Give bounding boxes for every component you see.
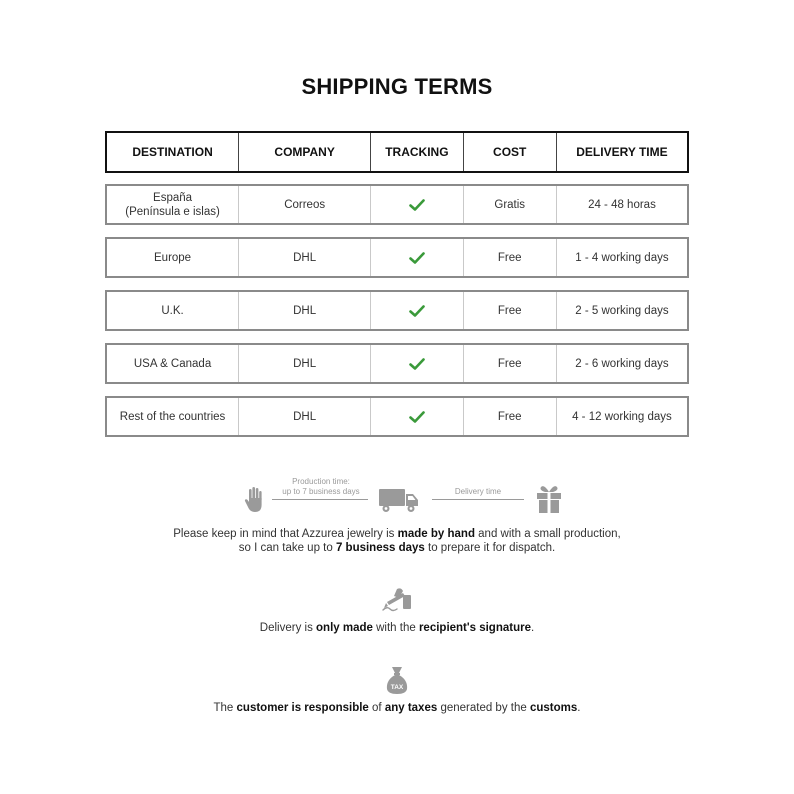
cost-cell: Free	[464, 398, 557, 435]
handmade-note	[0, 527, 794, 555]
destination-cell: U.K.	[107, 292, 239, 329]
table-row	[105, 237, 689, 278]
delivery-cell: 1 - 4 working days	[575, 251, 669, 264]
delivery-time-label: Delivery time	[454, 487, 502, 496]
note-text: of	[368, 702, 385, 714]
gift-icon	[536, 484, 562, 514]
company-cell: DHL	[239, 398, 371, 435]
table-row	[105, 343, 689, 384]
company-cell: DHL	[239, 345, 371, 382]
delivery-cell: 4 - 12 working days	[572, 410, 672, 423]
note-text: to prepare it for dispatch.	[424, 542, 556, 554]
table-row	[105, 290, 689, 331]
destination-cell: Europe	[107, 239, 239, 276]
signature-icon	[381, 586, 413, 612]
production-time-label: Production time: up to 7 business days	[282, 477, 360, 496]
hand-icon	[244, 486, 264, 514]
page-title: SHIPPING TERMS	[301, 74, 493, 99]
note-text: The	[213, 702, 237, 714]
delivery-cell: 2 - 5 working days	[575, 304, 669, 317]
header-tracking: TRACKING	[371, 133, 463, 171]
table-header	[105, 131, 689, 173]
note-bold: 7 business days	[335, 542, 425, 554]
destination-cell: USA & Canada	[107, 345, 239, 382]
note-text: Delivery is	[259, 622, 317, 634]
header-company: COMPANY	[239, 133, 371, 171]
header-cost: COST	[464, 133, 557, 171]
shipping-table	[105, 184, 689, 449]
company-cell: Correos	[239, 186, 371, 223]
note-bold: made by hand	[397, 528, 475, 540]
note-text: generated by the	[437, 702, 530, 714]
delivery-truck-icon	[378, 486, 420, 514]
tracking-check-icon	[371, 345, 463, 382]
note-text: .	[530, 622, 535, 634]
note-bold: any taxes	[384, 702, 438, 714]
cost-cell: Free	[464, 239, 557, 276]
delivery-cell: 2 - 6 working days	[575, 357, 669, 370]
note-text: so I can take up to	[238, 542, 336, 554]
note-text: and with a small production,	[474, 528, 621, 540]
table-row	[105, 184, 689, 225]
taxes-note	[0, 701, 794, 715]
note-bold: customer is responsible	[236, 702, 369, 714]
company-cell: DHL	[239, 239, 371, 276]
tracking-check-icon	[371, 398, 463, 435]
note-bold: customs	[529, 702, 578, 714]
delivery-cell: 24 - 48 horas	[588, 198, 656, 211]
note-text: with the	[372, 622, 419, 634]
destination-cell: España (Península e islas)	[107, 186, 239, 223]
cost-cell: Gratis	[464, 186, 557, 223]
tracking-check-icon	[371, 292, 463, 329]
table-row	[105, 396, 689, 437]
tax-badge-text: TAX	[390, 684, 404, 691]
tracking-check-icon	[371, 186, 463, 223]
tracking-check-icon	[371, 239, 463, 276]
shipping-timeline	[240, 474, 570, 518]
header-destination: DESTINATION	[107, 133, 239, 171]
signature-note	[0, 621, 794, 635]
timeline-line	[432, 499, 524, 500]
note-bold: only made	[316, 622, 373, 634]
note-bold: recipient's signature	[418, 622, 531, 634]
cost-cell: Free	[464, 345, 557, 382]
cost-cell: Free	[464, 292, 557, 329]
destination-cell: Rest of the countries	[107, 398, 239, 435]
tax-bag-icon	[385, 665, 409, 695]
note-text: Please keep in mind that Azzurea jewelry is	[173, 528, 398, 540]
note-text: .	[577, 702, 581, 714]
header-delivery-time: DELIVERY TIME	[576, 145, 668, 159]
company-cell: DHL	[239, 292, 371, 329]
timeline-line	[272, 499, 368, 500]
